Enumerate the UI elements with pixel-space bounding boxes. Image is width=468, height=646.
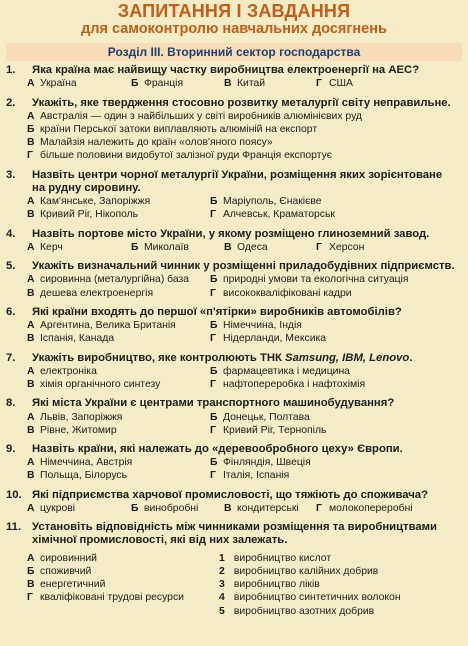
question-text: Яка країна має найвищу частку виробництва електроенергії на АЕС? bbox=[32, 64, 420, 76]
answer-option-a[interactable]: А сировинна (металургійна) база bbox=[27, 274, 190, 286]
question-4 bbox=[6, 228, 462, 255]
production-3[interactable]: 3 виробництво ліків bbox=[219, 579, 320, 591]
question-number: 4. bbox=[6, 227, 16, 240]
question-5 bbox=[6, 260, 462, 300]
question-number: 11. bbox=[6, 521, 22, 534]
page-subtitle: для самоконтролю навчальних досягнень bbox=[81, 21, 387, 37]
question-text: Які країни входять до першої «п'ятірки» виробників автомобілів? bbox=[32, 305, 402, 318]
answer-option-c[interactable]: В Кривий Ріг, Нікополь bbox=[27, 209, 139, 221]
answer-option-b[interactable]: Б винобробні bbox=[131, 502, 199, 514]
page-header bbox=[6, 0, 462, 38]
production-2[interactable]: 2 виробництво калійних добрив bbox=[219, 565, 379, 577]
factor-c[interactable]: В енергетичний bbox=[27, 579, 106, 591]
factors-list bbox=[27, 552, 219, 618]
question-number: 2. bbox=[6, 96, 16, 109]
answer-option-b[interactable]: Б країни Перської затоки виплавляють алюміній на експорт bbox=[27, 124, 318, 135]
answer-option-d[interactable]: Г США bbox=[316, 78, 353, 90]
answer-option-c[interactable]: В Малайзія належить до країн «олов'яного поясу» bbox=[27, 137, 273, 149]
production-5[interactable]: 5 виробництво азотних добрив bbox=[219, 605, 375, 617]
answer-option-b[interactable]: Б Франція bbox=[131, 78, 184, 90]
question-number: 7. bbox=[6, 351, 16, 364]
answer-option-d[interactable]: Г Кривий Ріг, Тернопіль bbox=[210, 424, 327, 436]
answer-option-a[interactable]: А електроніка bbox=[27, 365, 97, 377]
answer-option-a[interactable]: А Керч bbox=[27, 241, 63, 253]
answer-option-d[interactable]: Г висококваліфіковані кадри bbox=[210, 287, 352, 299]
answer-option-b[interactable]: Б Маріуполь, Єнакієве bbox=[210, 196, 322, 208]
question-text: Які підприємства харчової промисловості, що тяжіють до споживача? bbox=[32, 488, 428, 501]
answer-option-c[interactable]: В Китай bbox=[224, 78, 266, 90]
question-8 bbox=[6, 397, 462, 437]
question-text: Які міста України є центрами транспортного машинобудування? bbox=[32, 397, 395, 410]
factor-a[interactable]: А сировинний bbox=[27, 552, 97, 564]
question-number: 6. bbox=[6, 305, 16, 318]
production-4[interactable]: 4 виробництво синтетичних волокон bbox=[219, 592, 401, 604]
question-9 bbox=[6, 443, 462, 483]
answer-option-d[interactable]: Г Нідерланди, Мексика bbox=[210, 333, 327, 345]
question-text: Назвіть портове місто України, у якому розміщено глиноземний завод. bbox=[32, 227, 430, 240]
answer-option-b[interactable]: Б Німеччина, Індія bbox=[210, 320, 302, 332]
page-title: ЗАПИТАННЯ І ЗАВДАННЯ bbox=[117, 1, 351, 21]
question-text: Укажіть виробництво, яке контролюють ТНК Samsung, IBM, Lenovo. bbox=[32, 351, 413, 364]
answer-option-a[interactable]: А цукрові bbox=[27, 502, 76, 514]
factor-d[interactable]: Г кваліфіковані трудові ресурси bbox=[27, 592, 184, 604]
question-number: 1. bbox=[6, 64, 16, 76]
factor-b[interactable]: Б споживчий bbox=[27, 565, 92, 577]
answer-option-d[interactable]: Г Херсон bbox=[316, 241, 365, 253]
answer-option-d[interactable]: Г нафтопереробка і нафтохімія bbox=[210, 379, 366, 391]
question-text: Назвіть країни, які належать до «деревообробного цеху» Європи. bbox=[32, 442, 403, 455]
answer-option-a[interactable]: А Німеччина, Австрія bbox=[27, 457, 133, 469]
question-text: Назвіть центри чорної металургії України, розміщення яких зорієнтоване на рудну сировину. bbox=[32, 168, 443, 194]
answer-option-c[interactable]: В Рівне, Житомир bbox=[27, 424, 117, 436]
answer-option-b[interactable]: Б фармацевтика і медицина bbox=[210, 365, 350, 377]
question-3 bbox=[6, 169, 462, 222]
question-7 bbox=[6, 352, 462, 392]
answer-option-a[interactable]: А Україна bbox=[27, 78, 77, 90]
answer-option-d[interactable]: Г Алчевськ, Краматорськ bbox=[210, 209, 335, 221]
question-number: 5. bbox=[6, 260, 16, 273]
question-text: Укажіть, яке твердження стосовно розвитку металургії світу неправильне. bbox=[32, 96, 451, 109]
question-10 bbox=[6, 489, 462, 516]
question-number: 8. bbox=[6, 397, 16, 410]
answer-option-c[interactable]: В дешева електроенергія bbox=[27, 287, 154, 299]
question-text: Укажіть визначальний чинник у розміщенні приладобудівних підприємств. bbox=[32, 260, 455, 273]
answer-option-b[interactable]: Б Фінляндія, Швеція bbox=[210, 457, 311, 469]
answer-option-a[interactable]: А Аргентина, Велика Британія bbox=[27, 320, 176, 332]
question-11 bbox=[6, 521, 462, 618]
answer-option-a[interactable]: А Австралія — один з найбільших у світі виробників алюмінієвих руд bbox=[27, 110, 362, 122]
answer-option-c[interactable]: В кондитерські bbox=[224, 502, 299, 514]
answer-option-d[interactable]: Г більше половини видобутої залізної руди Франція експортує bbox=[27, 150, 333, 162]
question-2 bbox=[6, 97, 462, 163]
answer-option-c[interactable]: В Іспанія, Канада bbox=[27, 333, 115, 345]
answer-option-b[interactable]: Б природні умови та екологічна ситуація bbox=[210, 274, 409, 286]
company-names: Samsung, IBM, Lenovo bbox=[285, 351, 410, 364]
question-text: Установіть відповідність між чинниками розміщення та виробництвами хімічної промисловості, які від них залежать. bbox=[32, 521, 437, 547]
question-number: 9. bbox=[6, 442, 16, 455]
answer-option-b[interactable]: Б Миколаїв bbox=[131, 241, 189, 253]
section-banner: Розділ ІІІ. Вторинний сектор господарства bbox=[6, 43, 462, 61]
answer-option-d[interactable]: Г Італія, Іспанія bbox=[210, 470, 290, 482]
answer-option-a[interactable]: А Кам'янське, Запоріжжя bbox=[27, 196, 151, 208]
answer-option-d[interactable]: Г молокопереробні bbox=[316, 502, 413, 514]
productions-list bbox=[219, 552, 462, 618]
question-1 bbox=[6, 64, 462, 91]
production-1[interactable]: 1 виробництво кислот bbox=[219, 552, 332, 564]
answer-option-a[interactable]: А Львів, Запоріжжя bbox=[27, 411, 123, 423]
answer-option-b[interactable]: Б Донецьк, Полтава bbox=[210, 411, 310, 423]
answer-option-c[interactable]: В Одеса bbox=[224, 241, 268, 253]
question-6 bbox=[6, 306, 462, 346]
question-number: 10. bbox=[6, 488, 22, 501]
answer-option-c[interactable]: В Польща, Білорусь bbox=[27, 470, 128, 482]
question-number: 3. bbox=[6, 168, 16, 181]
answer-option-c[interactable]: В хімія органічного синтезу bbox=[27, 379, 161, 391]
